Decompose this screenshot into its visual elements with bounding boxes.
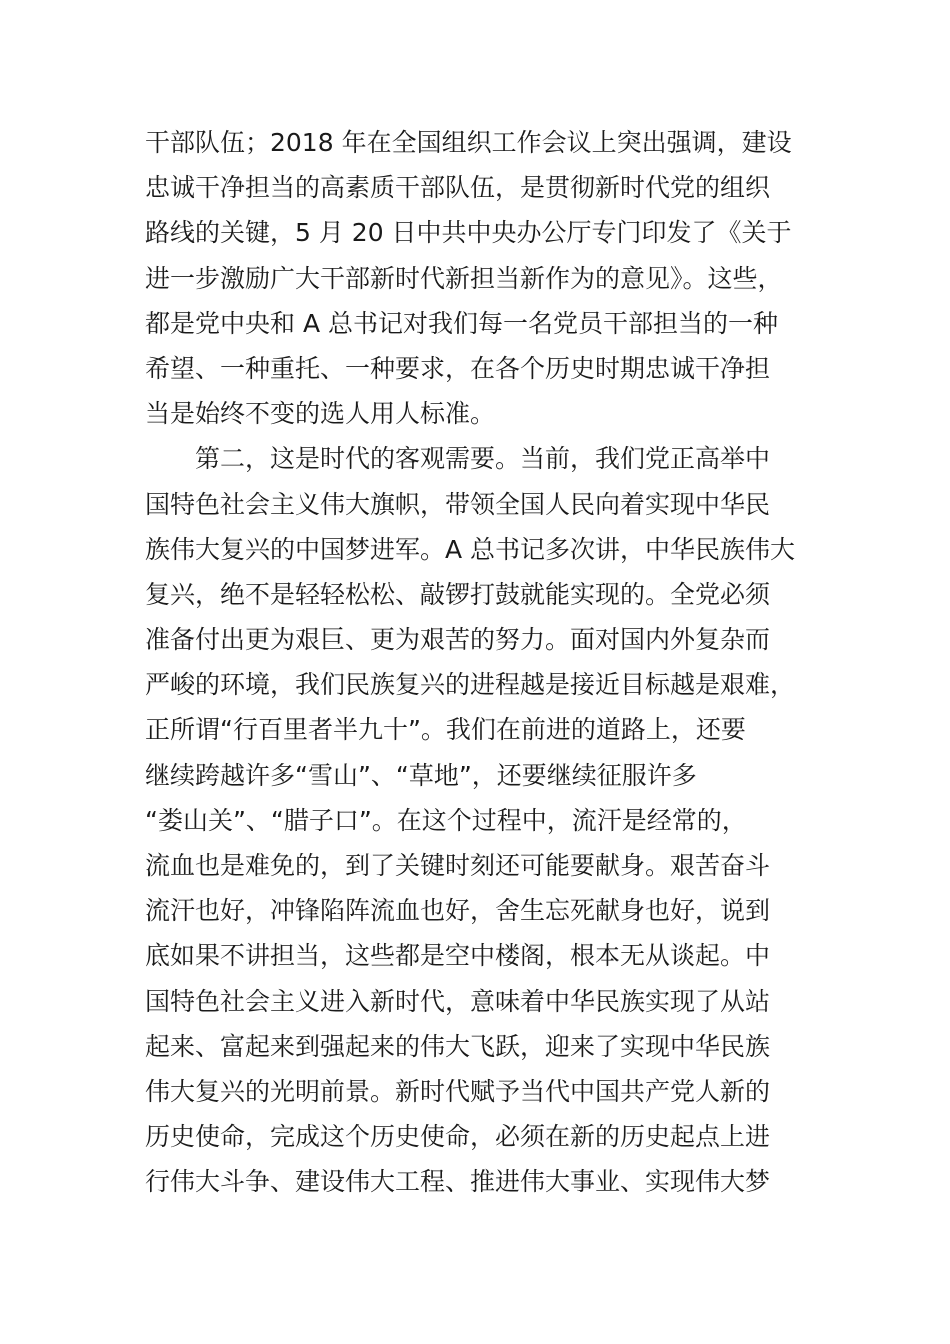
text-line: 族伟大复兴的中国梦进军。A 总书记多次讲，中华民族伟大 [145,534,796,564]
text-line: 希望、一种重托、一种要求，在各个历史时期忠诚干净担 [145,353,771,383]
text-line: 国特色社会主义进入新时代，意味着中华民族实现了从站 [145,986,771,1016]
text-line: 路线的关键，5 月 20 日中共中央办公厅专门印发了《关于 [145,218,792,248]
text-line: 准备付出更为艰巨、更为艰苦的努力。面对国内外复杂而 [145,625,771,655]
text-line: 进一步激励广大干部新时代新担当新作为的意见》。这些， [145,263,783,293]
paragraph-start-line: 第二，这是时代的客观需要。当前，我们党正高举中 [195,444,771,474]
text-line: 严峻的环境，我们民族复兴的进程越是接近目标越是艰难， [145,670,796,700]
text-line: 底如果不讲担当，这些都是空中楼阁，根本无从谈起。中 [145,941,771,971]
text-line: 继续跨越许多“雪山”、“草地”，还要继续征服许多 [145,760,697,790]
text-line: 都是党中央和 A 总书记对我们每一名党员干部担当的一种 [145,308,778,338]
body-text [145,120,825,1205]
text-line: 当是始终不变的选人用人标准。 [145,399,496,429]
text-line: 流血也是难免的，到了关键时刻还可能要献身。艰苦奋斗 [145,851,771,880]
text-line: 正所谓“行百里者半九十”。我们在前进的道路上，还要 [145,715,746,745]
text-line: “娄山关”、“腊子口”。在这个过程中，流汗是经常的， [145,805,747,835]
text-line: 复兴，绝不是轻轻松松、敲锣打鼓就能实现的。全党必须 [145,579,771,609]
text-line: 历史使命，完成这个历史使命，必须在新的历史起点上进 [145,1122,771,1152]
text-line: 行伟大斗争、建设伟大工程、推进伟大事业、实现伟大梦 [145,1167,771,1197]
text-line: 忠诚干净担当的高素质干部队伍，是贯彻新时代党的组织 [145,173,771,203]
text-line: 起来、富起来到强起来的伟大飞跃，迎来了实现中华民族 [145,1031,771,1061]
text-line: 流汗也好，冲锋陷阵流血也好，舍生忘死献身也好，说到 [145,896,771,926]
text-line: 伟大复兴的光明前景。新时代赋予当代中国共产党人新的 [145,1076,771,1106]
text-line: 国特色社会主义伟大旗帜，带领全国人民向着实现中华民 [145,489,771,519]
text-line: 干部队伍；2018 年在全国组织工作会议上突出强调，建设 [145,128,792,157]
